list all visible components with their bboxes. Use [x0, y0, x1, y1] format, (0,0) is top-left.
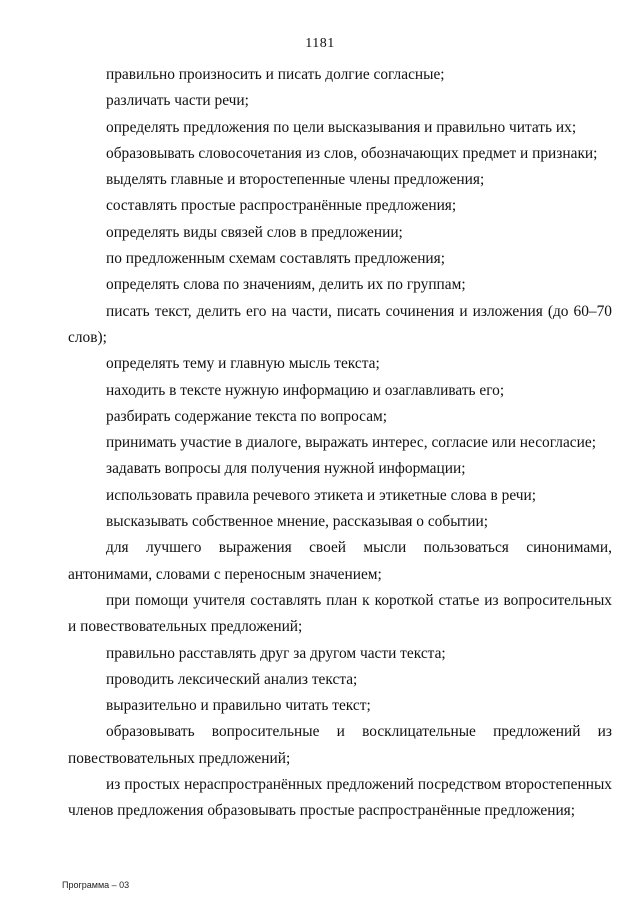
list-item: определять виды связей слов в предложении; — [106, 223, 403, 241]
list-item: при помощи учителя составлять план к короткой статье из вопросительных и повествовательных предложений; — [68, 591, 612, 636]
list-item: писать текст, делить его на части, писать сочинения и изложения (до 60–70 слов); — [68, 302, 612, 346]
list-item: высказывать собственное мнение, рассказывая о событии; — [106, 513, 489, 531]
list-item: различать части речи; — [106, 92, 249, 110]
list-item: определять тему и главную мысль текста; — [106, 355, 380, 373]
list-item: определять предложения по цели высказывания и правильно читать их; — [106, 118, 577, 136]
list-item: из простых нераспространённых предложений посредством второстепенных членов предложения образовывать простые распространённые предложения; — [68, 776, 612, 820]
page-number: 1181 — [305, 36, 335, 51]
list-item: выразительно и правильно читать текст; — [106, 697, 371, 715]
list-item: по предложенным схемам составлять предложения; — [106, 250, 446, 268]
list-item: правильно расставлять друг за другом части текста; — [106, 644, 446, 662]
list-item: составлять простые распространённые предложения; — [106, 197, 457, 215]
page-footer: Программа – 03 — [62, 880, 130, 890]
list-item: использовать правила речевого этикета и этикетные слова в речи; — [106, 486, 537, 504]
list-item: принимать участие в диалоге, выражать интерес, согласие или несогласие; — [106, 434, 596, 452]
list-item: образовывать вопросительные и восклицательные предложений из повествовательных предложений; — [68, 723, 612, 767]
list-item: образовывать словосочетания из слов, обозначающих предмет и признаки; — [106, 144, 598, 162]
list-item: проводить лексический анализ текста; — [106, 670, 358, 688]
list-item: правильно произносить и писать долгие согласные; — [106, 66, 445, 83]
list-item: для лучшего выражения своей мысли пользоваться синонимами, антонимами, словами с переносным значением; — [68, 539, 612, 583]
list-item: задавать вопросы для получения нужной информации; — [106, 460, 466, 478]
requirements-list — [68, 62, 612, 825]
list-item: определять слова по значениям, делить их по группам; — [106, 276, 466, 294]
list-item: выделять главные и второстепенные члены предложения; — [106, 171, 485, 189]
list-item: разбирать содержание текста по вопросам; — [106, 407, 388, 425]
list-item: находить в тексте нужную информацию и озаглавливать его; — [106, 381, 505, 399]
